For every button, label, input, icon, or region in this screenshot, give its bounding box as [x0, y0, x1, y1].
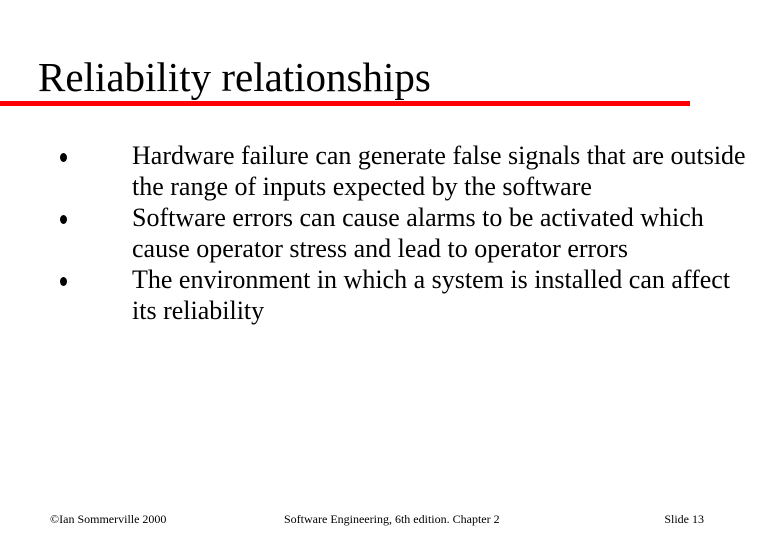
- bullet-text: Hardware failure can generate false signals that are outside the range of inputs expected by the software: [132, 141, 746, 201]
- bullet-item-software-errors: [60, 202, 760, 264]
- bullet-dot-icon: [60, 153, 67, 162]
- footer-copyright: ©Ian Sommerville 2000: [50, 512, 167, 526]
- bullet-text: The environment in which a system is installed can affect its reliability: [132, 265, 731, 325]
- footer-book-title: Software Engineering, 6th edition. Chapter 2: [284, 512, 500, 526]
- footer-slide-number: Slide 13: [664, 512, 704, 526]
- bullet-text: Software errors can cause alarms to be activated which cause operator stress and lead to operator errors: [132, 203, 704, 263]
- bullet-item-environment: [60, 264, 760, 326]
- title-underline-rule: [0, 101, 690, 106]
- slide-title: Reliability relationships: [38, 54, 431, 100]
- bullet-item-hardware-failure: [60, 140, 760, 202]
- bullet-dot-icon: [60, 215, 67, 224]
- bullet-list: [60, 140, 760, 326]
- bullet-dot-icon: [60, 277, 67, 286]
